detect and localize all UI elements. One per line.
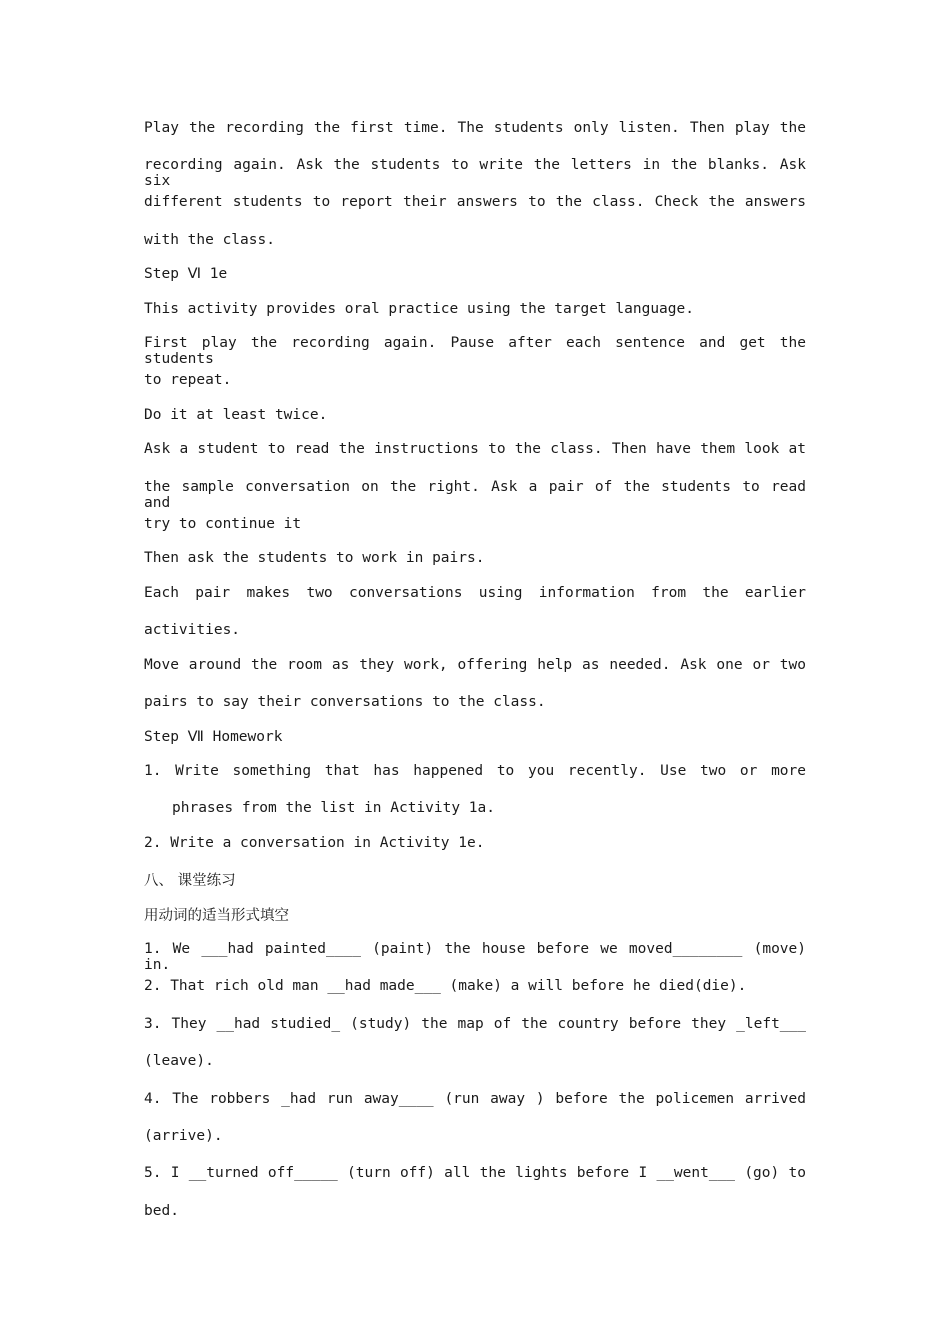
text-line: recording again. Ask the students to write the letters in the blanks. Ask six	[144, 157, 806, 189]
text-line: activities.	[144, 622, 241, 638]
text-line: bed.	[144, 1203, 179, 1219]
text-line: 用动词的适当形式填空	[144, 908, 289, 924]
text-line: Play the recording the first time. The students only listen. Then play the	[144, 120, 806, 136]
text-line: (leave).	[144, 1053, 214, 1069]
text-line: Do it at least twice.	[144, 407, 328, 423]
text-line: This activity provides oral practice using the target language.	[144, 301, 694, 317]
text-line: different students to report their answers to the class. Check the answers	[144, 194, 806, 210]
text-line: to repeat.	[144, 372, 232, 388]
text-line: with the class.	[144, 232, 275, 248]
text-line: 1. Write something that has happened to you recently. Use two or more	[144, 763, 806, 779]
text-line: Ask a student to read the instructions to the class. Then have them look at	[144, 441, 806, 457]
text-line: pairs to say their conversations to the class.	[144, 694, 546, 710]
text-line: Move around the room as they work, offering help as needed. Ask one or two	[144, 657, 806, 673]
text-line: Then ask the students to work in pairs.	[144, 550, 485, 566]
text-line: Step Ⅵ 1e	[144, 266, 228, 282]
text-line: 5. I __turned off_____ (turn off) all the lights before I __went___ (go) to	[144, 1165, 806, 1181]
text-line: try to continue it	[144, 516, 302, 532]
text-line: the sample conversation on the right. Ask a pair of the students to read and	[144, 479, 806, 511]
text-line: phrases from the list in Activity 1a.	[172, 800, 496, 816]
text-line: 3. They __had studied_ (study) the map of the country before they _left___	[144, 1016, 806, 1032]
text-line: Step Ⅶ Homework	[144, 729, 283, 745]
text-line: First play the recording again. Pause after each sentence and get the students	[144, 335, 806, 367]
text-line: Each pair makes two conversations using information from the earlier	[144, 585, 806, 601]
text-line: (arrive).	[144, 1128, 223, 1144]
text-line: 4. The robbers _had run away____ (run away ) before the policemen arrived	[144, 1091, 806, 1107]
text-line: 1. We ___had painted____ (paint) the house before we moved________ (move) in.	[144, 941, 806, 973]
text-line: 2. Write a conversation in Activity 1e.	[144, 835, 485, 851]
text-line: 八、 课堂练习	[144, 873, 236, 889]
text-line: 2. That rich old man __had made___ (make) a will before he died(die).	[144, 978, 747, 994]
